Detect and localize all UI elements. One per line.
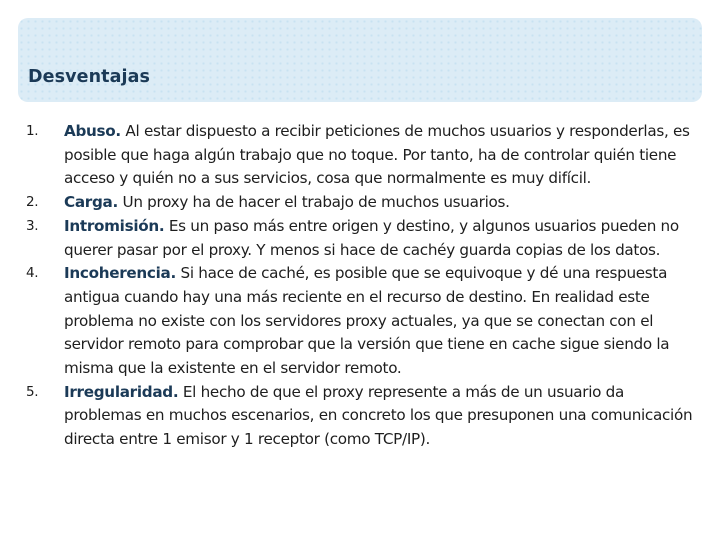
item-number: 5. xyxy=(26,383,39,400)
list-item xyxy=(26,120,696,191)
list-item xyxy=(26,191,696,215)
item-term: Irregularidad. xyxy=(64,382,179,401)
item-number: 2. xyxy=(26,194,39,211)
list-item xyxy=(26,215,696,262)
list-item xyxy=(26,381,696,452)
item-number: 3. xyxy=(26,217,39,234)
item-number: 4. xyxy=(26,265,39,282)
slide-title: Desventajas xyxy=(28,67,151,87)
title-bar xyxy=(18,18,702,102)
item-term: Carga. xyxy=(64,193,118,212)
item-number: 1. xyxy=(26,123,39,139)
item-text: Si hace de caché, es posible que se equivoque y dé una respuesta antigua cuando hay una más reciente en el recurso de destino. En realidad este problema no existe con los servidores proxy actuales, ya que se conectan con el servidor remoto para comprobar que la versión que tiene en cache sigue siendo la misma que la existente en el servidor remoto. xyxy=(64,264,670,378)
list-item xyxy=(26,262,696,381)
disadvantages-list xyxy=(26,120,696,452)
item-term: Intromisión. xyxy=(64,216,165,235)
item-text: El hecho de que el proxy represente a más de un usuario da problemas en muchos escenarios, en concreto los que presuponen una comunicación directa entre 1 emisor y 1 receptor (como TCP/IP). xyxy=(64,382,693,449)
item-text: Al estar dispuesto a recibir peticiones de muchos usuarios y responderlas, es posible que haga algún trabajo que no toque. Por tanto, ha de controlar quién tiene acceso y quién no a sus servicios, cosa que normalmente es muy difícil. xyxy=(64,122,690,188)
item-text: Un proxy ha de hacer el trabajo de muchos usuarios. xyxy=(117,193,510,212)
item-term: Incoherencia. xyxy=(64,264,176,283)
item-term: Abuso. xyxy=(64,122,121,140)
item-text: Es un paso más entre origen y destino, y algunos usuarios pueden no querer pasar por el proxy. Y menos si hace de cachéy guarda copias de los datos. xyxy=(64,216,679,259)
